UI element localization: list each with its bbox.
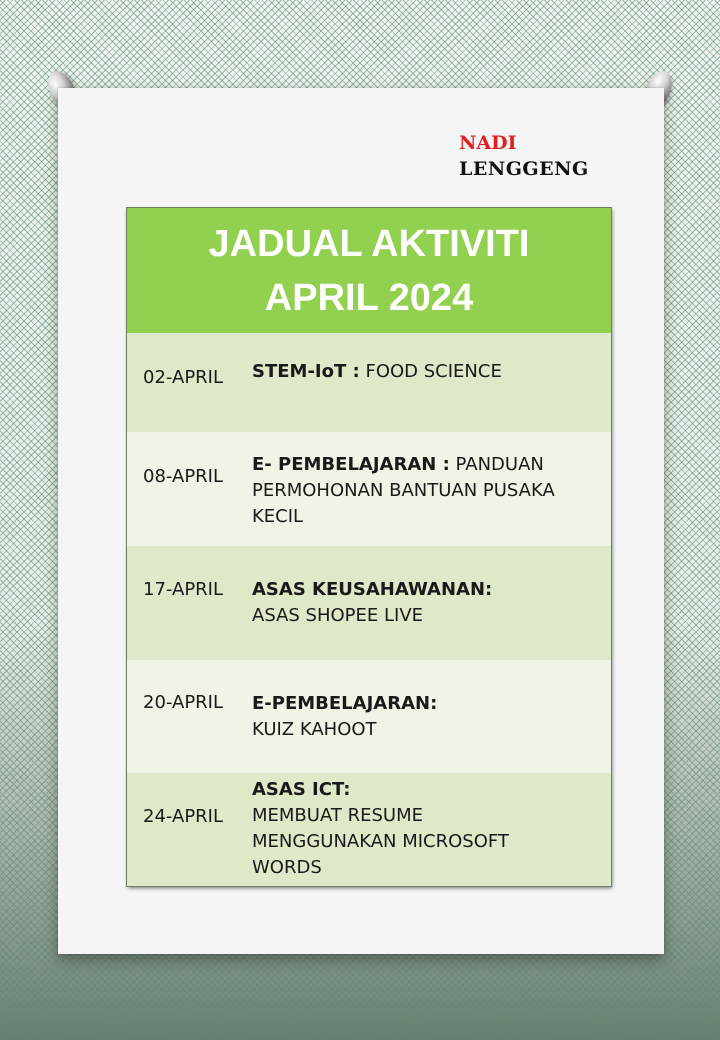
row-detail: ASAS SHOPEE LIVE [252, 605, 424, 626]
row-category: E-PEMBELAJARAN: [252, 693, 438, 714]
brand-logo [459, 130, 589, 182]
schedule-month: APRIL 2024 [264, 276, 474, 319]
brand-line-1: NADI [459, 132, 517, 154]
row-detail: FOOD SCIENCE [365, 361, 502, 382]
row-detail: PANDUAN PERMOHONAN BANTUAN PUSAKA KECIL [252, 454, 555, 527]
row-detail: KUIZ KAHOOT [252, 719, 377, 740]
schedule-title: JADUAL AKTIVITI [208, 222, 530, 265]
row-date: 17-APRIL [143, 579, 224, 600]
schedule-header [127, 208, 611, 333]
row-detail: MEMBUAT RESUME MENGGUNAKAN MICROSOFT WORDS [252, 805, 509, 878]
row-category: STEM-IoT : [252, 361, 360, 382]
row-category: ASAS KEUSAHAWANAN: [252, 579, 493, 600]
row-activity [252, 691, 593, 743]
brand-line-2: LENGGENG [459, 158, 589, 180]
row-activity [252, 777, 551, 881]
schedule-row [127, 432, 611, 546]
row-category: ASAS ICT: [252, 779, 351, 800]
row-activity [252, 359, 593, 385]
row-date: 02-APRIL [143, 367, 224, 388]
schedule-row [127, 773, 611, 886]
schedule-row [127, 546, 611, 660]
row-activity [252, 577, 593, 629]
row-date: 08-APRIL [143, 466, 224, 487]
row-date: 20-APRIL [143, 692, 224, 713]
row-date: 24-APRIL [143, 806, 224, 827]
row-activity [252, 452, 593, 530]
schedule-row [127, 660, 611, 773]
schedule-table [127, 208, 611, 886]
schedule-row [127, 333, 611, 432]
row-category: E- PEMBELAJARAN : [252, 454, 450, 475]
